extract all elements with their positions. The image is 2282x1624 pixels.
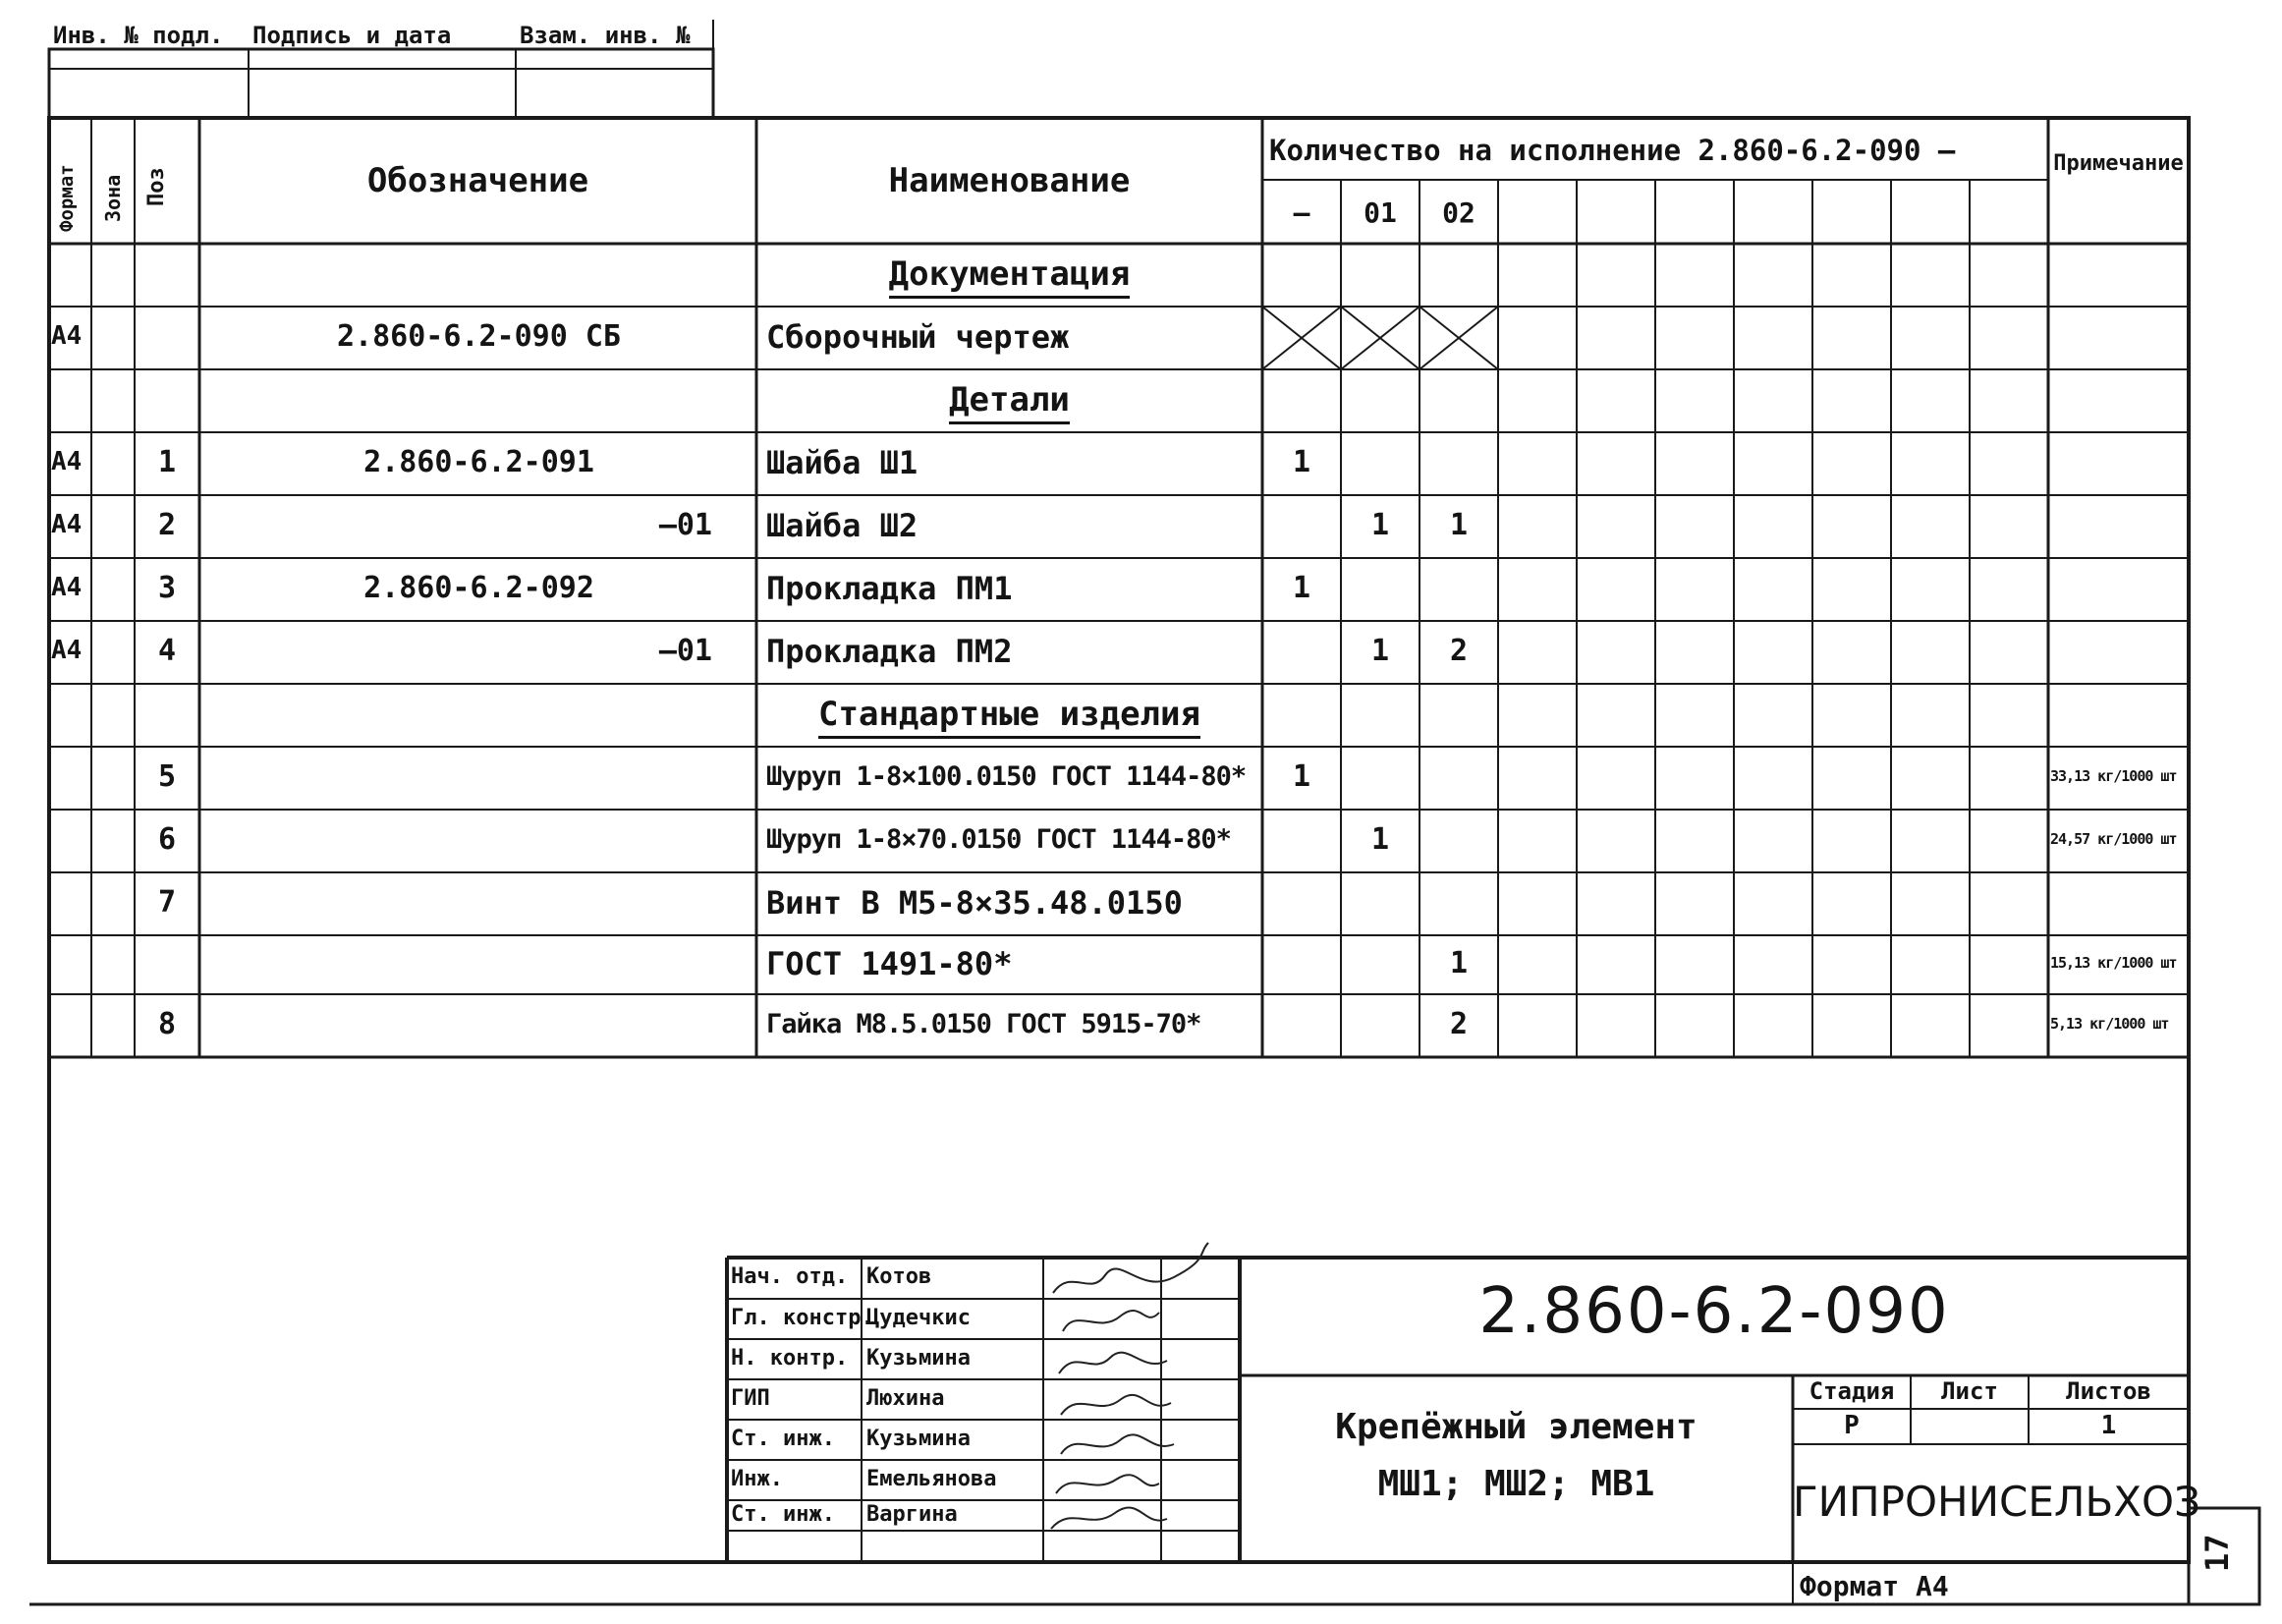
cell-format: А4 <box>51 573 83 602</box>
cell-note: 24,57 кг/1000 шт <box>2050 829 2177 848</box>
cell-qty-02: 2 <box>1449 634 1469 668</box>
cell-designation: –01 <box>658 634 712 668</box>
document-title-line2: МШ1; МШ2; МВ1 <box>1377 1464 1655 1504</box>
cell-qty-01: 1 <box>1370 822 1390 857</box>
cell-name: Шайба Ш1 <box>766 444 918 481</box>
section-heading-text: Стандартные изделия <box>818 695 1200 739</box>
section-heading <box>756 254 1262 294</box>
header-format: Формат <box>56 164 78 232</box>
section-heading-text: Документация <box>889 254 1131 299</box>
cell-position: 4 <box>157 634 177 668</box>
signature-name: Котов <box>866 1264 932 1289</box>
signature-name: Цудечкис <box>866 1305 971 1330</box>
variant-header-base: – <box>1293 196 1310 229</box>
handwritten-signatures <box>1051 1243 1208 1529</box>
header-designation: Обозначение <box>366 161 589 200</box>
stage-label: Стадия <box>1809 1377 1895 1405</box>
cell-name: Шуруп 1-8×100.0150 ГОСТ 1144-80* <box>766 760 1247 792</box>
signature-role: Нач. отд. <box>731 1264 849 1289</box>
section-heading <box>756 695 1262 734</box>
cell-position: 6 <box>157 822 177 857</box>
cell-position: 8 <box>157 1007 177 1041</box>
cell-name: Прокладка ПМ2 <box>766 633 1013 670</box>
stamp-signature-date-label: Подпись и дата <box>252 22 452 49</box>
variant-header-01: 01 <box>1364 196 1397 229</box>
cell-designation: 2.860-6.2-092 <box>363 571 594 605</box>
cell-qty-01: 1 <box>1370 634 1390 668</box>
sheets-count-label: Листов <box>2066 1377 2151 1405</box>
signature-role: Инж. <box>731 1466 783 1491</box>
cell-position: 7 <box>157 885 177 920</box>
stamp-inventory-label: Инв. № подл. <box>53 22 224 49</box>
cell-note: 15,13 кг/1000 шт <box>2050 953 2177 972</box>
sheets-count-value: 1 <box>2100 1411 2117 1440</box>
cell-qty-02: 1 <box>1449 946 1469 980</box>
signature-role: Н. контр. <box>731 1345 849 1371</box>
stage-value: Р <box>1844 1411 1860 1440</box>
header-quantity: Количество на исполнение 2.860-6.2-090 – <box>1269 134 1956 167</box>
cell-designation: –01 <box>658 508 712 542</box>
section-heading <box>756 380 1262 420</box>
cell-position: 3 <box>157 571 177 605</box>
cell-designation: 2.860-6.2-091 <box>363 445 594 479</box>
cell-designation: 2.860-6.2-090 СБ <box>337 319 621 354</box>
organization-name: ГИПРОНИСЕЛЬХОЗ <box>1793 1478 2201 1526</box>
stamp-replacement-label: Взам. инв. № <box>520 22 691 49</box>
signature-role: Гл. констр. <box>731 1305 874 1330</box>
cell-format: А4 <box>51 510 83 539</box>
cell-name: ГОСТ 1491-80* <box>766 945 1013 982</box>
cell-qty-base: 1 <box>1292 571 1311 605</box>
signature-role: Ст. инж. <box>731 1501 835 1527</box>
document-number: 2.860-6.2-090 <box>1478 1275 1950 1348</box>
cell-name: Сборочный чертеж <box>766 318 1070 356</box>
header-zone: Зона <box>101 174 125 222</box>
cell-name: Гайка М8.5.0150 ГОСТ 5915-70* <box>766 1008 1201 1039</box>
cell-name: Шайба Ш2 <box>766 507 918 544</box>
signature-name: Кузьмина <box>866 1345 971 1371</box>
format-label: Формат А4 <box>1800 1570 1949 1602</box>
cell-format: А4 <box>51 447 83 476</box>
cell-format: А4 <box>51 636 83 665</box>
signature-name: Люхина <box>866 1385 945 1411</box>
cell-note: 5,13 кг/1000 шт <box>2050 1014 2169 1033</box>
cell-qty-02: 1 <box>1449 508 1469 542</box>
cell-qty-01: 1 <box>1370 508 1390 542</box>
header-name: Наименование <box>888 161 1131 200</box>
header-position: Поз <box>144 167 169 206</box>
cell-position: 5 <box>157 759 177 794</box>
signature-name: Емельянова <box>866 1466 997 1491</box>
signature-name: Кузьмина <box>866 1426 971 1451</box>
cell-name: Шуруп 1-8×70.0150 ГОСТ 1144-80* <box>766 823 1231 855</box>
sheet-label: Лист <box>1941 1377 1998 1405</box>
cell-format: А4 <box>51 321 83 351</box>
side-page-number: 17 <box>2199 1534 2236 1572</box>
cell-qty-02: 2 <box>1449 1007 1469 1041</box>
cell-qty-base: 1 <box>1292 445 1311 479</box>
header-note: Примечание <box>2053 151 2184 176</box>
cell-note: 33,13 кг/1000 шт <box>2050 766 2177 785</box>
signature-name: Варгина <box>866 1501 958 1527</box>
cell-name: Прокладка ПМ1 <box>766 570 1013 607</box>
cell-position: 2 <box>157 508 177 542</box>
cell-qty-base: 1 <box>1292 759 1311 794</box>
cell-name: Винт В М5-8×35.48.0150 <box>766 884 1183 922</box>
document-title-line1: Крепёжный элемент <box>1335 1407 1698 1447</box>
signature-role: Ст. инж. <box>731 1426 835 1451</box>
cell-position: 1 <box>157 445 177 479</box>
variant-header-02: 02 <box>1442 196 1475 229</box>
section-heading-text: Детали <box>949 380 1070 424</box>
signature-role: ГИП <box>731 1385 770 1411</box>
